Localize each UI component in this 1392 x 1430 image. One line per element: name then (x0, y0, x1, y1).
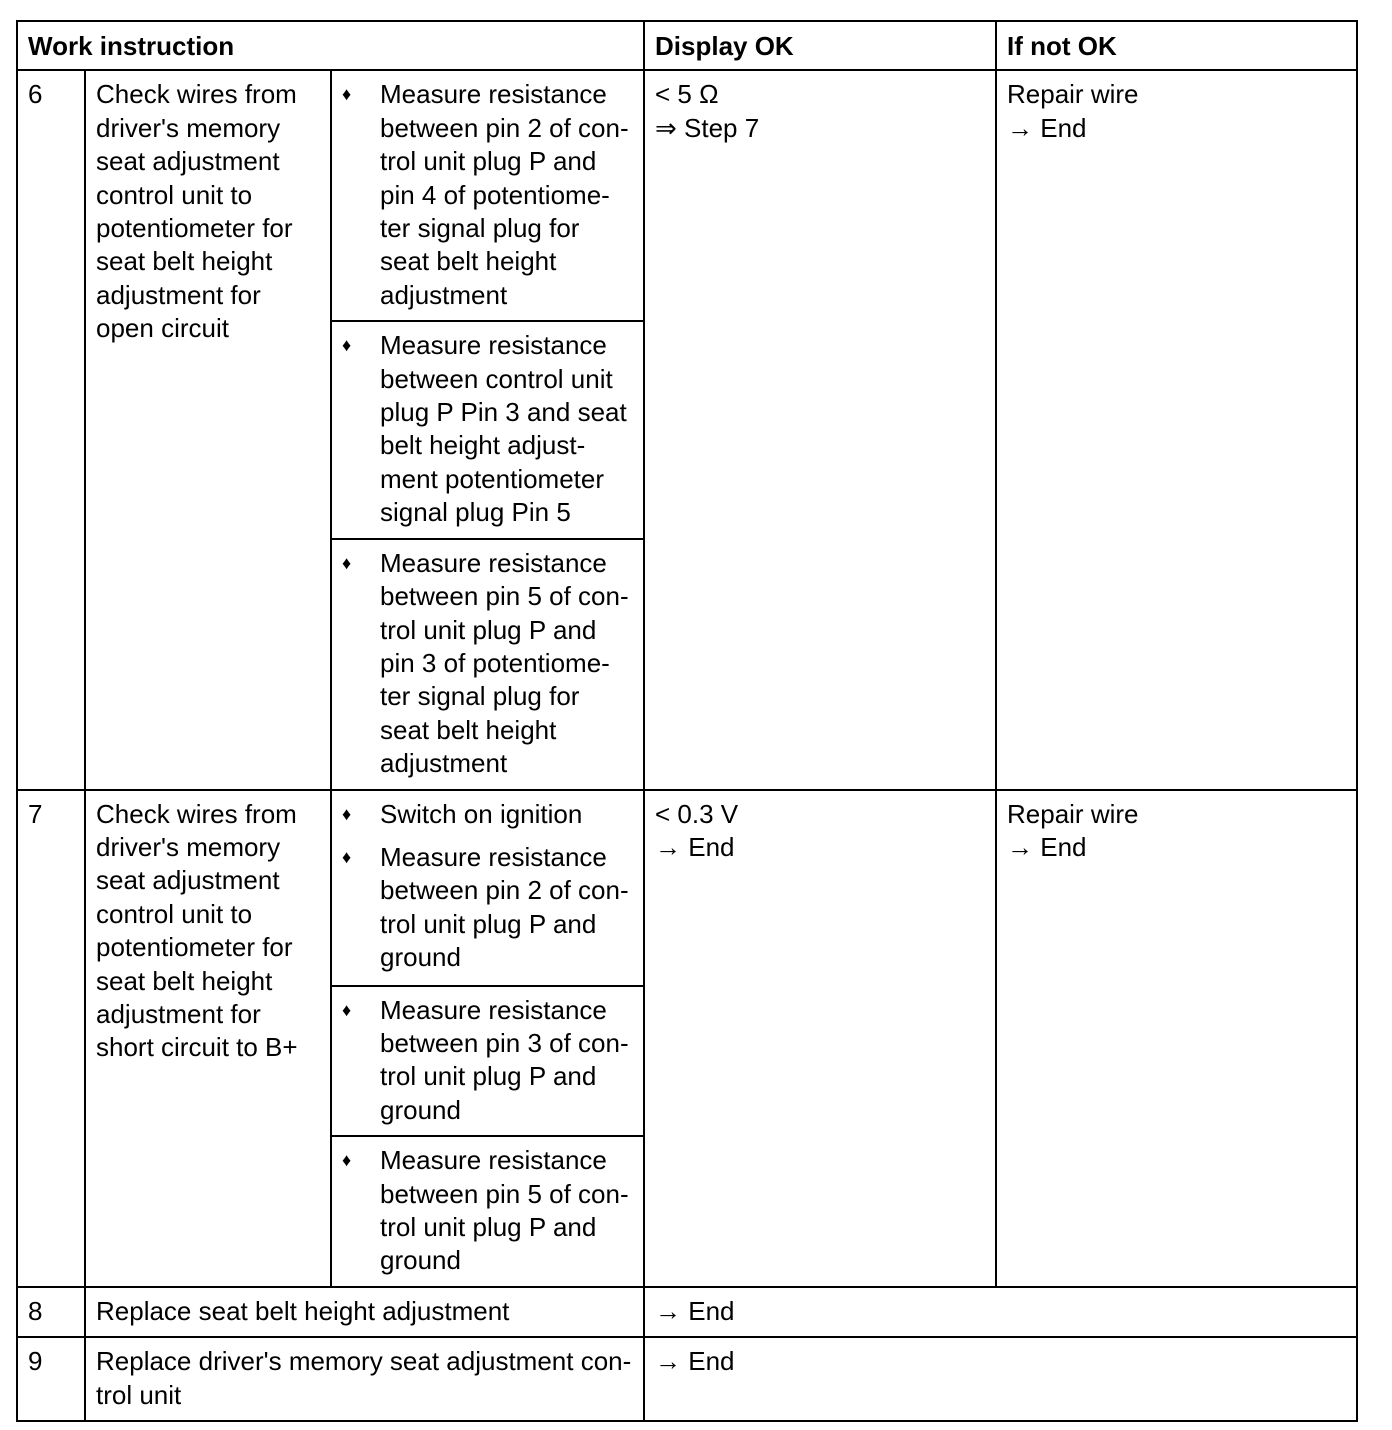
action-text: Measure resistance between pin 2 of con- trol unit plug P and pin 4 of potentiome- ter signal plug for seat belt height adjustment (380, 79, 629, 310)
diamond-bullet-icon: ♦ (342, 335, 352, 356)
action-item (342, 798, 633, 831)
if-not-ok-value: Repair wire → End (996, 70, 1357, 789)
table-row (17, 1337, 1357, 1421)
table-row (17, 790, 1357, 986)
table-row (17, 70, 1357, 321)
action-item (342, 547, 633, 781)
action-text: Measure resistance between pin 5 of con- trol unit plug P and ground (380, 1145, 629, 1276)
action-text: Measure resistance between pin 2 of con- trol unit plug P and ground (380, 841, 629, 973)
if-not-ok-value: Repair wire → End (996, 790, 1357, 1287)
action-item (342, 1144, 633, 1278)
action-text: Measure resistance between control unit plug P Pin 3 and seat belt height adjust- ment potentiometer signal plug Pin 5 (380, 330, 627, 528)
table-row (17, 1287, 1357, 1337)
action-cell (331, 70, 644, 321)
display-ok-value: < 5 Ω ⇒ Step 7 (644, 70, 996, 789)
header-work-instruction: Work instruction (17, 21, 644, 70)
step-number: 6 (17, 70, 85, 789)
display-ok-value: < 0.3 V → End (644, 790, 996, 1287)
diamond-bullet-icon: ♦ (342, 846, 352, 867)
step-description: Replace seat belt height adjustment (85, 1287, 644, 1337)
action-item (342, 841, 633, 975)
diamond-bullet-icon: ♦ (342, 1150, 352, 1171)
action-text: Switch on ignition (380, 798, 583, 829)
diamond-bullet-icon: ♦ (342, 999, 352, 1020)
step-result: → End (644, 1337, 1357, 1421)
step-number: 8 (17, 1287, 85, 1337)
action-cell (331, 539, 644, 790)
step-description: Replace driver's memory seat adjustment con- trol unit (85, 1337, 644, 1421)
work-instruction-table (16, 20, 1358, 1422)
action-text: Measure resistance between pin 3 of con- trol unit plug P and ground (380, 994, 629, 1125)
step-description: Check wires from driver's memory seat adjustment control unit to potentiometer for seat belt height adjustment for short circuit to B+ (85, 790, 331, 1287)
step-result: → End (644, 1287, 1357, 1337)
action-item (342, 329, 633, 529)
header-if-not-ok: If not OK (996, 21, 1357, 70)
action-cell (331, 790, 644, 986)
action-item (342, 994, 633, 1128)
action-cell (331, 986, 644, 1137)
diamond-bullet-icon: ♦ (342, 552, 352, 573)
header-row (17, 21, 1357, 70)
action-item (342, 78, 633, 312)
action-cell (331, 321, 644, 538)
diamond-bullet-icon: ♦ (342, 84, 352, 105)
action-cell (331, 1136, 644, 1287)
action-text: Measure resistance between pin 5 of con- trol unit plug P and pin 3 of potentiome- ter signal plug for seat belt height adjustment (380, 547, 629, 779)
step-description: Check wires from driver's memory seat adjustment control unit to potentiometer for seat belt height adjustment for open circuit (85, 70, 331, 789)
step-number: 9 (17, 1337, 85, 1421)
diamond-bullet-icon: ♦ (342, 803, 352, 824)
header-display-ok: Display OK (644, 21, 996, 70)
step-number: 7 (17, 790, 85, 1287)
